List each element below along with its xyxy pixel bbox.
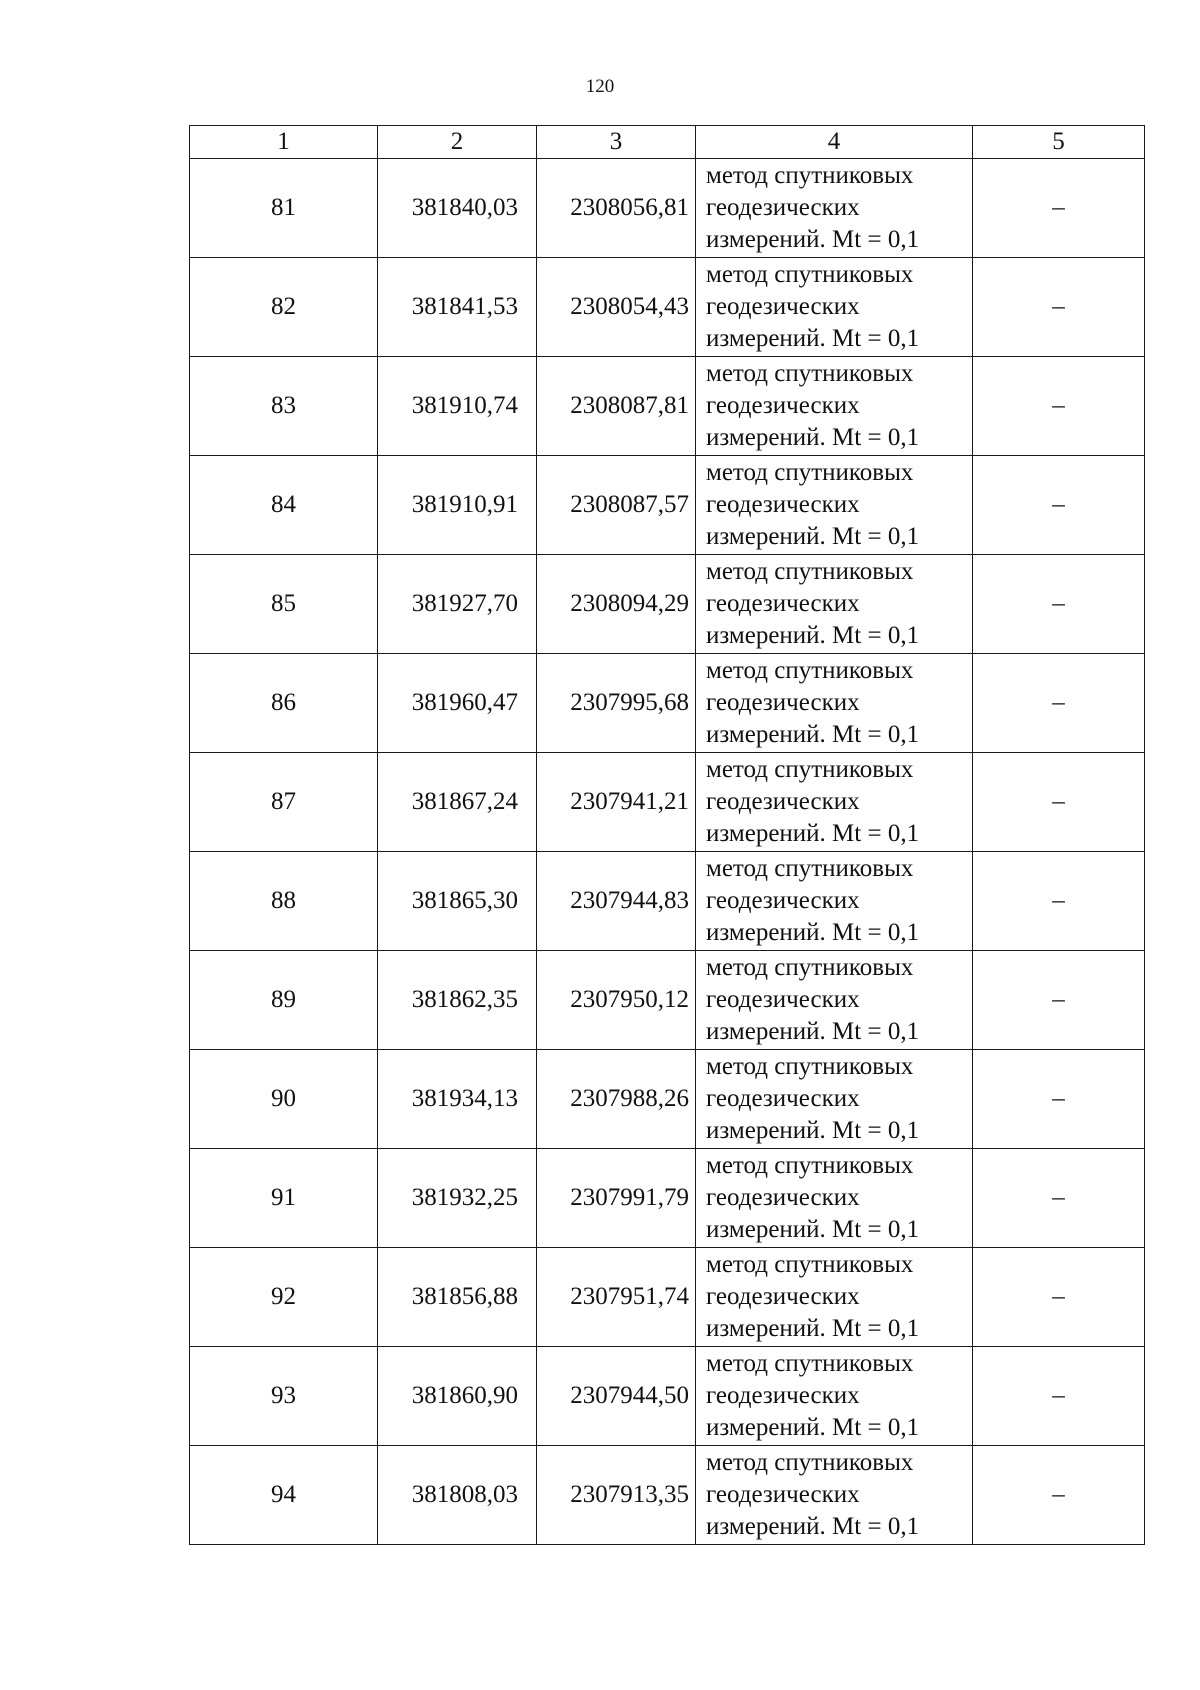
note-cell: – bbox=[973, 1050, 1145, 1149]
method-line: измерений. Mt = 0,1 bbox=[706, 1117, 920, 1144]
point-number-cell: 86 bbox=[190, 654, 378, 753]
method-line: метод спутниковых bbox=[706, 756, 914, 783]
method-line: геодезических bbox=[706, 887, 860, 914]
y-coordinate-cell: 2307991,79 bbox=[537, 1149, 696, 1248]
method-line: геодезических bbox=[706, 194, 860, 221]
point-number-cell: 91 bbox=[190, 1149, 378, 1248]
method-line: измерений. Mt = 0,1 bbox=[706, 424, 920, 451]
point-number-cell: 93 bbox=[190, 1347, 378, 1446]
method-line: геодезических bbox=[706, 1184, 860, 1211]
method-cell bbox=[696, 159, 973, 258]
table-row bbox=[190, 555, 1145, 654]
table-row bbox=[190, 951, 1145, 1050]
method-line: геодезических bbox=[706, 1085, 860, 1112]
point-number-cell: 82 bbox=[190, 258, 378, 357]
method-line: геодезических bbox=[706, 986, 860, 1013]
method-cell bbox=[696, 1248, 973, 1347]
method-cell bbox=[696, 951, 973, 1050]
y-coordinate-cell: 2307995,68 bbox=[537, 654, 696, 753]
note-cell: – bbox=[973, 1248, 1145, 1347]
y-coordinate-cell: 2307944,50 bbox=[537, 1347, 696, 1446]
method-cell bbox=[696, 1446, 973, 1545]
method-line: измерений. Mt = 0,1 bbox=[706, 1513, 920, 1540]
note-cell: – bbox=[973, 753, 1145, 852]
y-coordinate-cell: 2308054,43 bbox=[537, 258, 696, 357]
method-line: измерений. Mt = 0,1 bbox=[706, 226, 920, 253]
point-number-cell: 90 bbox=[190, 1050, 378, 1149]
method-line: геодезических bbox=[706, 1481, 860, 1508]
y-coordinate-cell: 2308087,57 bbox=[537, 456, 696, 555]
method-line: измерений. Mt = 0,1 bbox=[706, 1414, 920, 1441]
table-row bbox=[190, 753, 1145, 852]
method-line: измерений. Mt = 0,1 bbox=[706, 820, 920, 847]
method-cell bbox=[696, 1347, 973, 1446]
method-line: метод спутниковых bbox=[706, 657, 914, 684]
column-header: 2 bbox=[378, 126, 537, 159]
x-coordinate-cell: 381865,30 bbox=[378, 852, 537, 951]
note-cell: – bbox=[973, 1446, 1145, 1545]
method-line: метод спутниковых bbox=[706, 855, 914, 882]
x-coordinate-cell: 381841,53 bbox=[378, 258, 537, 357]
note-cell: – bbox=[973, 159, 1145, 258]
coordinates-table bbox=[189, 125, 1145, 1545]
table-body bbox=[190, 126, 1145, 1545]
method-cell bbox=[696, 456, 973, 555]
y-coordinate-cell: 2308087,81 bbox=[537, 357, 696, 456]
method-line: измерений. Mt = 0,1 bbox=[706, 1018, 920, 1045]
column-header: 1 bbox=[190, 126, 378, 159]
note-cell: – bbox=[973, 555, 1145, 654]
method-cell bbox=[696, 1050, 973, 1149]
method-line: метод спутниковых bbox=[706, 1053, 914, 1080]
method-cell bbox=[696, 357, 973, 456]
y-coordinate-cell: 2307944,83 bbox=[537, 852, 696, 951]
method-line: метод спутниковых bbox=[706, 1152, 914, 1179]
x-coordinate-cell: 381867,24 bbox=[378, 753, 537, 852]
column-header: 4 bbox=[696, 126, 973, 159]
method-line: метод спутниковых bbox=[706, 1251, 914, 1278]
y-coordinate-cell: 2308056,81 bbox=[537, 159, 696, 258]
table-row bbox=[190, 1446, 1145, 1545]
method-cell bbox=[696, 753, 973, 852]
y-coordinate-cell: 2307951,74 bbox=[537, 1248, 696, 1347]
method-line: геодезических bbox=[706, 392, 860, 419]
x-coordinate-cell: 381960,47 bbox=[378, 654, 537, 753]
table-row bbox=[190, 1248, 1145, 1347]
y-coordinate-cell: 2307988,26 bbox=[537, 1050, 696, 1149]
method-cell bbox=[696, 852, 973, 951]
point-number-cell: 81 bbox=[190, 159, 378, 258]
note-cell: – bbox=[973, 456, 1145, 555]
point-number-cell: 88 bbox=[190, 852, 378, 951]
method-line: измерений. Mt = 0,1 bbox=[706, 523, 920, 550]
method-line: метод спутниковых bbox=[706, 954, 914, 981]
table-row bbox=[190, 258, 1145, 357]
note-cell: – bbox=[973, 951, 1145, 1050]
y-coordinate-cell: 2307941,21 bbox=[537, 753, 696, 852]
x-coordinate-cell: 381934,13 bbox=[378, 1050, 537, 1149]
point-number-cell: 89 bbox=[190, 951, 378, 1050]
method-line: измерений. Mt = 0,1 bbox=[706, 721, 920, 748]
note-cell: – bbox=[973, 1149, 1145, 1248]
x-coordinate-cell: 381910,74 bbox=[378, 357, 537, 456]
method-line: измерений. Mt = 0,1 bbox=[706, 1216, 920, 1243]
method-line: метод спутниковых bbox=[706, 1449, 914, 1476]
note-cell: – bbox=[973, 258, 1145, 357]
method-line: геодезических bbox=[706, 293, 860, 320]
method-cell bbox=[696, 654, 973, 753]
note-cell: – bbox=[973, 852, 1145, 951]
column-header: 3 bbox=[537, 126, 696, 159]
table-row bbox=[190, 357, 1145, 456]
table-row bbox=[190, 654, 1145, 753]
method-line: геодезических bbox=[706, 788, 860, 815]
page-number: 120 bbox=[585, 76, 615, 97]
method-line: метод спутниковых bbox=[706, 1350, 914, 1377]
method-line: метод спутниковых bbox=[706, 459, 914, 486]
x-coordinate-cell: 381927,70 bbox=[378, 555, 537, 654]
table-row bbox=[190, 852, 1145, 951]
x-coordinate-cell: 381860,90 bbox=[378, 1347, 537, 1446]
y-coordinate-cell: 2307950,12 bbox=[537, 951, 696, 1050]
table-row bbox=[190, 1149, 1145, 1248]
point-number-cell: 83 bbox=[190, 357, 378, 456]
method-line: геодезических bbox=[706, 590, 860, 617]
note-cell: – bbox=[973, 654, 1145, 753]
method-line: метод спутниковых bbox=[706, 360, 914, 387]
method-cell bbox=[696, 258, 973, 357]
table-row bbox=[190, 456, 1145, 555]
method-line: геодезических bbox=[706, 491, 860, 518]
point-number-cell: 85 bbox=[190, 555, 378, 654]
x-coordinate-cell: 381910,91 bbox=[378, 456, 537, 555]
point-number-cell: 84 bbox=[190, 456, 378, 555]
note-cell: – bbox=[973, 357, 1145, 456]
point-number-cell: 87 bbox=[190, 753, 378, 852]
method-line: измерений. Mt = 0,1 bbox=[706, 919, 920, 946]
method-line: измерений. Mt = 0,1 bbox=[706, 622, 920, 649]
method-line: геодезических bbox=[706, 689, 860, 716]
note-cell: – bbox=[973, 1347, 1145, 1446]
method-line: метод спутниковых bbox=[706, 261, 914, 288]
point-number-cell: 94 bbox=[190, 1446, 378, 1545]
method-line: метод спутниковых bbox=[706, 558, 914, 585]
method-line: геодезических bbox=[706, 1283, 860, 1310]
method-cell bbox=[696, 555, 973, 654]
column-header: 5 bbox=[973, 126, 1145, 159]
x-coordinate-cell: 381856,88 bbox=[378, 1248, 537, 1347]
x-coordinate-cell: 381932,25 bbox=[378, 1149, 537, 1248]
table-row bbox=[190, 1050, 1145, 1149]
method-line: геодезических bbox=[706, 1382, 860, 1409]
table-row bbox=[190, 159, 1145, 258]
method-line: метод спутниковых bbox=[706, 162, 914, 189]
x-coordinate-cell: 381862,35 bbox=[378, 951, 537, 1050]
x-coordinate-cell: 381840,03 bbox=[378, 159, 537, 258]
y-coordinate-cell: 2308094,29 bbox=[537, 555, 696, 654]
table-header-row bbox=[190, 126, 1145, 159]
method-cell bbox=[696, 1149, 973, 1248]
point-number-cell: 92 bbox=[190, 1248, 378, 1347]
table-row bbox=[190, 1347, 1145, 1446]
method-line: измерений. Mt = 0,1 bbox=[706, 325, 920, 352]
y-coordinate-cell: 2307913,35 bbox=[537, 1446, 696, 1545]
method-line: измерений. Mt = 0,1 bbox=[706, 1315, 920, 1342]
x-coordinate-cell: 381808,03 bbox=[378, 1446, 537, 1545]
